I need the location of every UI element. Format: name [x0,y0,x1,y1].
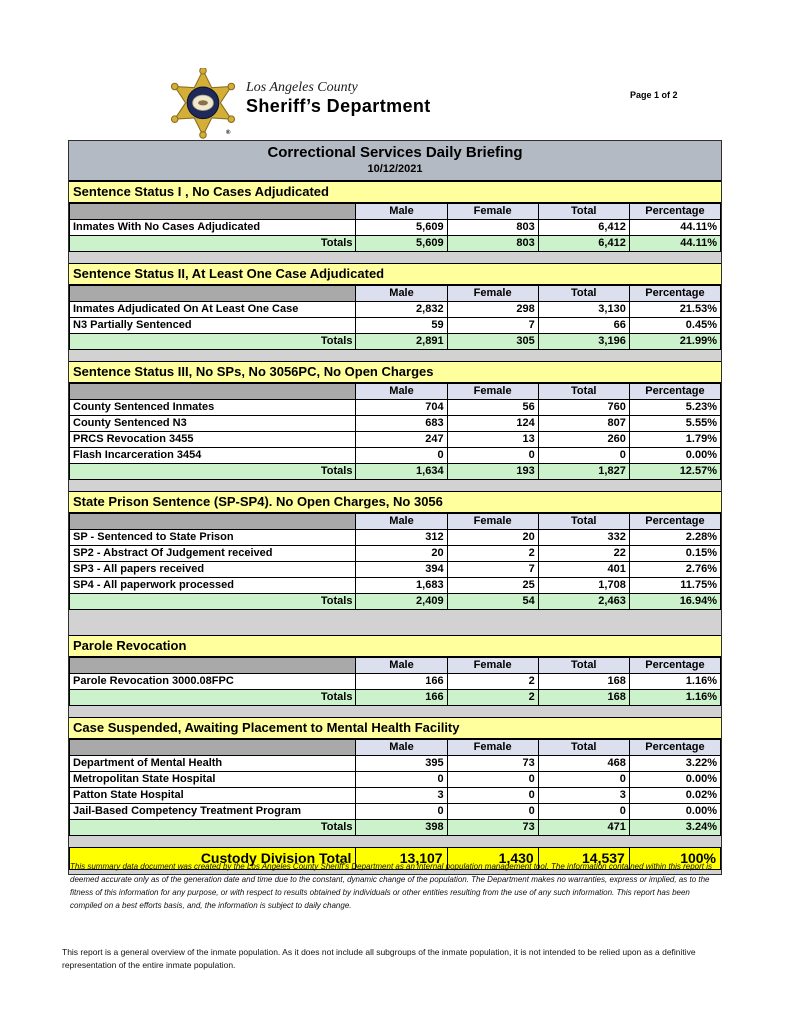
row-value: 803 [447,220,538,236]
row-value: 124 [447,416,538,432]
row-value: 0.00% [629,448,720,464]
column-header: Total [538,204,629,220]
row-value: 2 [447,546,538,562]
row-value: 13 [447,432,538,448]
row-label: PRCS Revocation 3455 [70,432,356,448]
totals-row [70,594,721,610]
totals-value: 54 [447,594,538,610]
row-value: 401 [538,562,629,578]
column-header: Total [538,740,629,756]
totals-value: 168 [538,690,629,706]
grand-total-female: 1,430 [447,848,538,870]
row-value: 468 [538,756,629,772]
section-1 [69,181,721,252]
row-label: SP4 - All paperwork processed [70,578,356,594]
row-value: 332 [538,530,629,546]
title-bar [69,141,721,181]
table-row [70,562,721,578]
section-title: State Prison Sentence (SP-SP4). No Open Charges, No 3056 [69,491,721,513]
totals-value: 803 [447,236,538,252]
row-label: N3 Partially Sentenced [70,318,356,334]
row-label: Inmates Adjudicated On At Least One Case [70,302,356,318]
section-table [69,383,721,480]
totals-value: 193 [447,464,538,480]
column-header: Male [356,740,447,756]
row-value: 683 [356,416,447,432]
totals-label: Totals [70,334,356,350]
row-value: 7 [447,318,538,334]
column-header: Percentage [629,740,720,756]
totals-value: 398 [356,820,447,836]
row-value: 1,708 [538,578,629,594]
grand-total-male: 13,107 [356,848,447,870]
totals-label: Totals [70,690,356,706]
row-value: 0.00% [629,804,720,820]
totals-value: 1,827 [538,464,629,480]
row-value: 0 [356,772,447,788]
column-header: Male [356,658,447,674]
column-header: Total [538,286,629,302]
column-header: Female [447,740,538,756]
totals-value: 305 [447,334,538,350]
totals-value: 2,891 [356,334,447,350]
section-title: Case Suspended, Awaiting Placement to Mental Health Facility [69,717,721,739]
row-value: 5.23% [629,400,720,416]
column-header-row [70,740,721,756]
row-label: County Sentenced Inmates [70,400,356,416]
section-table [69,657,721,706]
row-value: 2,832 [356,302,447,318]
column-header: Female [447,514,538,530]
grand-total-total: 14,537 [538,848,629,870]
row-label: Flash Incarceration 3454 [70,448,356,464]
row-value: 1.16% [629,674,720,690]
row-value: 166 [356,674,447,690]
table-row [70,302,721,318]
table-row [70,772,721,788]
grand-total-percentage: 100% [629,848,720,870]
row-label: Inmates With No Cases Adjudicated [70,220,356,236]
row-value: 0.00% [629,772,720,788]
row-label: SP2 - Abstract Of Judgement received [70,546,356,562]
column-header-row [70,514,721,530]
row-value: 73 [447,756,538,772]
row-value: 0 [447,788,538,804]
lasd-brand [168,68,431,142]
column-header: Female [447,658,538,674]
section-2 [69,263,721,350]
section-title: Sentence Status I , No Cases Adjudicated [69,181,721,203]
table-row [70,530,721,546]
row-value: 3,130 [538,302,629,318]
disclaimer-text: This summary data document was created by the Los Angeles County Sheriff's Department as an internal population management tool. The information contained within this report is deemed accurate only as of the generation date and time due to the constant, dynamic change of the population. The Department makes no warranties, express or implied, as to the fitness of this information for any purpose, or with respect to results obtained by individuals or other entities resulting from the use of any such information. This report has been compiled on a best efforts basis, and, the information is subject to daily change. [70,862,713,910]
row-value: 21.53% [629,302,720,318]
column-header-blank [70,658,356,674]
totals-row [70,236,721,252]
row-value: 260 [538,432,629,448]
totals-row [70,820,721,836]
row-value: 395 [356,756,447,772]
row-value: 312 [356,530,447,546]
section-table [69,203,721,252]
footer-note-text: This report is a general overview of the inmate population. As it does not include all subgroups of the inmate population, it is not intended to be relied upon as a definitive representation of the entire inmate population. [62,947,696,970]
totals-value: 2,409 [356,594,447,610]
table-row [70,416,721,432]
row-value: 0 [447,772,538,788]
table-row [70,546,721,562]
row-value: 2.28% [629,530,720,546]
row-value: 0 [447,448,538,464]
totals-value: 44.11% [629,236,720,252]
row-value: 0 [447,804,538,820]
column-header-blank [70,286,356,302]
brand-county: Los Angeles County [246,80,358,95]
table-row [70,318,721,334]
column-header: Percentage [629,384,720,400]
totals-value: 471 [538,820,629,836]
column-header-row [70,286,721,302]
brand-text [246,68,431,117]
column-header-row [70,384,721,400]
column-header: Female [447,204,538,220]
section-title: Parole Revocation [69,635,721,657]
totals-value: 73 [447,820,538,836]
column-header-blank [70,514,356,530]
row-label: County Sentenced N3 [70,416,356,432]
row-value: 66 [538,318,629,334]
totals-value: 21.99% [629,334,720,350]
registered-mark: ® [226,130,231,136]
column-header: Male [356,384,447,400]
column-header-blank [70,204,356,220]
row-value: 2 [447,674,538,690]
row-label: SP3 - All papers received [70,562,356,578]
row-value: 3 [538,788,629,804]
row-value: 0 [538,804,629,820]
row-label: Metropolitan State Hospital [70,772,356,788]
lasd-badge-icon [168,68,238,142]
row-value: 20 [447,530,538,546]
row-value: 56 [447,400,538,416]
column-header: Total [538,514,629,530]
totals-value: 1,634 [356,464,447,480]
row-label: Jail-Based Competency Treatment Program [70,804,356,820]
section-3 [69,361,721,480]
column-header-row [70,658,721,674]
table-row [70,788,721,804]
column-header-row [70,204,721,220]
column-header: Male [356,204,447,220]
row-value: 394 [356,562,447,578]
table-row [70,400,721,416]
section-title: Sentence Status II, At Least One Case Adjudicated [69,263,721,285]
totals-value: 5,609 [356,236,447,252]
row-value: 0 [538,772,629,788]
column-header: Male [356,286,447,302]
row-value: 44.11% [629,220,720,236]
row-value: 0.15% [629,546,720,562]
column-header-blank [70,384,356,400]
section-table [69,739,721,836]
totals-label: Totals [70,464,356,480]
totals-value: 166 [356,690,447,706]
table-row [70,578,721,594]
totals-label: Totals [70,594,356,610]
column-header-blank [70,740,356,756]
totals-value: 12.57% [629,464,720,480]
column-header: Female [447,286,538,302]
totals-row [70,334,721,350]
row-value: 7 [447,562,538,578]
section-6 [69,717,721,836]
totals-value: 6,412 [538,236,629,252]
row-value: 0.45% [629,318,720,334]
page-number-label: Page 1 of 2 [630,90,678,100]
document-date: 10/12/2021 [367,163,423,175]
row-value: 168 [538,674,629,690]
totals-value: 1.16% [629,690,720,706]
totals-value: 3.24% [629,820,720,836]
column-header: Percentage [629,514,720,530]
table-row [70,220,721,236]
totals-row [70,464,721,480]
row-value: 807 [538,416,629,432]
row-value: 25 [447,578,538,594]
row-value: 0 [538,448,629,464]
section-title: Sentence Status III, No SPs, No 3056PC, No Open Charges [69,361,721,383]
row-value: 22 [538,546,629,562]
row-value: 3 [356,788,447,804]
briefing-body [68,140,722,875]
row-value: 0.02% [629,788,720,804]
row-value: 6,412 [538,220,629,236]
column-header: Total [538,658,629,674]
column-header: Percentage [629,286,720,302]
document-title: Correctional Services Daily Briefing [267,144,523,161]
column-header: Total [538,384,629,400]
row-label: SP - Sentenced to State Prison [70,530,356,546]
row-value: 760 [538,400,629,416]
totals-label: Totals [70,820,356,836]
column-header: Male [356,514,447,530]
row-value: 1,683 [356,578,447,594]
section-table [69,513,721,610]
column-header: Female [447,384,538,400]
row-value: 5,609 [356,220,447,236]
column-header: Percentage [629,204,720,220]
row-value: 2.76% [629,562,720,578]
grand-total-label: Custody Division Total [70,848,356,870]
row-label: Department of Mental Health [70,756,356,772]
table-row [70,448,721,464]
row-value: 704 [356,400,447,416]
brand-department: Sheriff’s Department [246,96,431,116]
row-value: 298 [447,302,538,318]
table-row [70,432,721,448]
row-value: 1.79% [629,432,720,448]
totals-value: 3,196 [538,334,629,350]
row-value: 59 [356,318,447,334]
row-value: 247 [356,432,447,448]
totals-label: Totals [70,236,356,252]
row-value: 20 [356,546,447,562]
row-label: Parole Revocation 3000.08FPC [70,674,356,690]
totals-value: 16.94% [629,594,720,610]
totals-row [70,690,721,706]
table-row [70,674,721,690]
totals-value: 2,463 [538,594,629,610]
totals-value: 2 [447,690,538,706]
row-value: 5.55% [629,416,720,432]
row-label: Patton State Hospital [70,788,356,804]
section-5 [69,635,721,706]
row-value: 0 [356,448,447,464]
section-table [69,285,721,350]
row-value: 0 [356,804,447,820]
row-value: 3.22% [629,756,720,772]
section-4 [69,491,721,610]
column-header: Percentage [629,658,720,674]
table-row [70,804,721,820]
row-value: 11.75% [629,578,720,594]
sections-container [69,181,721,836]
table-row [70,756,721,772]
